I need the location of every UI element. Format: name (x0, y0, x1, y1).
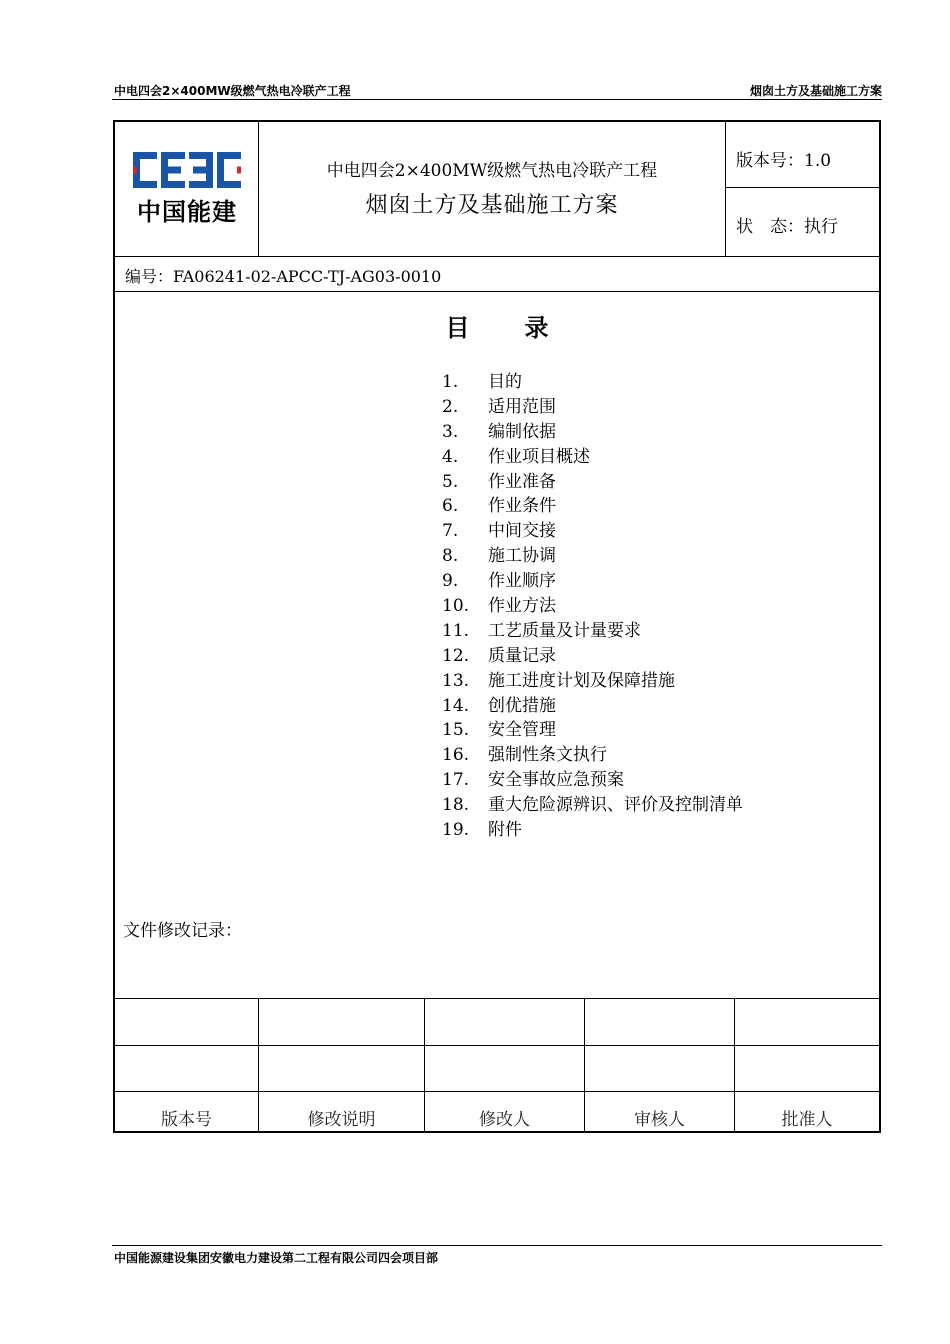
toc-item-number: 11. (442, 620, 470, 641)
header-divider (112, 99, 882, 100)
toc-item-number: 7. (442, 521, 459, 542)
toc-item-label: 施工进度计划及保障措施 (488, 670, 675, 691)
toc-item-label: 工艺质量及计量要求 (488, 620, 641, 641)
revision-cell (585, 999, 735, 1045)
revision-cell (735, 999, 879, 1045)
toc-item-number: 19. (442, 820, 470, 841)
toc-item (442, 743, 743, 768)
page-header-doc-title: 烟囱土方及基础施工方案 (749, 84, 882, 98)
toc-item-number: 9. (442, 571, 459, 592)
project-name: 中电四会2×400MW级燃气热电冷联产工程 (326, 161, 658, 181)
toc-item-label: 施工协调 (488, 546, 556, 567)
toc-item-label: 创优措施 (488, 695, 556, 716)
version-cell (726, 122, 879, 188)
toc-item-number: 15. (442, 720, 470, 741)
toc-item-number: 4. (442, 446, 459, 467)
revision-cell (735, 1046, 879, 1091)
toc-item-label: 安全事故应急预案 (488, 770, 624, 791)
toc-item-number: 16. (442, 745, 470, 766)
document-code: 编号：FA06241-02-APCC-TJ-AG03-0010 (125, 267, 442, 286)
document-frame (113, 120, 881, 1133)
toc-item (442, 594, 743, 619)
logo-wordmark: 中国能建 (137, 198, 237, 226)
version-number: 版本号：1.0 (736, 151, 832, 171)
toc-item-number: 13. (442, 670, 470, 691)
toc-item-label: 质量记录 (488, 645, 556, 666)
revision-cell (425, 1046, 585, 1091)
toc-item-label: 附件 (488, 820, 522, 841)
revision-cell (425, 999, 585, 1045)
toc-item-number: 3. (442, 421, 459, 442)
toc-list (442, 370, 743, 843)
revision-cell (115, 999, 259, 1045)
toc-item-number: 14. (442, 695, 470, 716)
revision-row (115, 1046, 879, 1092)
toc-item (442, 569, 743, 594)
col-header-change-description: 修改说明 (259, 1092, 425, 1131)
toc-item (442, 544, 743, 569)
toc-item (442, 619, 743, 644)
toc-item (442, 445, 743, 470)
toc-item (442, 420, 743, 445)
toc-item (442, 793, 743, 818)
toc-item-label: 作业顺序 (488, 571, 556, 592)
toc-item-label: 安全管理 (488, 720, 556, 741)
toc-item (442, 519, 743, 544)
document-code-row (115, 256, 879, 292)
toc-item (442, 718, 743, 743)
revision-record-label: 文件修改记录： (123, 921, 242, 941)
toc-item (442, 644, 743, 669)
toc-item (442, 494, 743, 519)
page-header-project: 中电四会2×400MW级燃气热电冷联产工程 (114, 84, 351, 98)
col-header-reviewer: 审核人 (585, 1092, 735, 1131)
revision-cell (259, 1046, 425, 1091)
document-title: 烟囱土方及基础施工方案 (365, 193, 619, 218)
toc-item-label: 作业方法 (488, 596, 556, 617)
logo-cell (115, 122, 259, 256)
toc-item-label: 重大危险源辨识、评价及控制清单 (488, 795, 743, 816)
toc-item-number: 6. (442, 496, 459, 517)
toc-item-number: 1. (442, 372, 459, 392)
revision-cell (259, 999, 425, 1045)
toc-item (442, 470, 743, 495)
revision-row (115, 999, 879, 1046)
toc-item-number: 2. (442, 396, 459, 417)
toc-item-number: 8. (442, 546, 459, 567)
toc-item-label: 作业条件 (488, 496, 556, 517)
revision-table (115, 998, 879, 1131)
toc-item (442, 694, 743, 719)
toc-item-label: 中间交接 (488, 521, 556, 542)
toc-item (442, 768, 743, 793)
revision-cell (115, 1046, 259, 1091)
col-header-version: 版本号 (115, 1092, 259, 1131)
footer-divider (112, 1245, 882, 1246)
title-cell (259, 122, 726, 256)
toc-item-label: 强制性条文执行 (488, 745, 607, 766)
toc-item (442, 395, 743, 420)
toc-item-number: 17. (442, 770, 470, 791)
toc-item (442, 669, 743, 694)
toc-item-number: 5. (442, 471, 459, 492)
ceec-logo-icon (133, 152, 241, 188)
status-cell (726, 188, 879, 256)
col-header-modified-by: 修改人 (425, 1092, 585, 1131)
toc-heading: 目录 (445, 313, 604, 342)
col-header-approver: 批准人 (781, 1110, 833, 1130)
toc-item-number: 18. (442, 795, 470, 816)
document-status: 状 态：执行 (736, 217, 838, 237)
toc-item-label: 作业准备 (488, 471, 556, 492)
toc-item (442, 818, 743, 843)
toc-item-label: 目的 (488, 372, 522, 392)
toc-item-label: 适用范围 (488, 396, 556, 417)
page-footer-company: 中国能源建设集团安徽电力建设第二工程有限公司四会项目部 (114, 1251, 439, 1265)
revision-cell (585, 1046, 735, 1091)
toc-item-label: 编制依据 (488, 421, 556, 442)
toc-item-number: 10. (442, 596, 470, 617)
revision-header-row (115, 1092, 879, 1131)
toc-item-number: 12. (442, 645, 470, 666)
toc-item-label: 作业项目概述 (488, 446, 590, 467)
toc-item (442, 370, 743, 395)
